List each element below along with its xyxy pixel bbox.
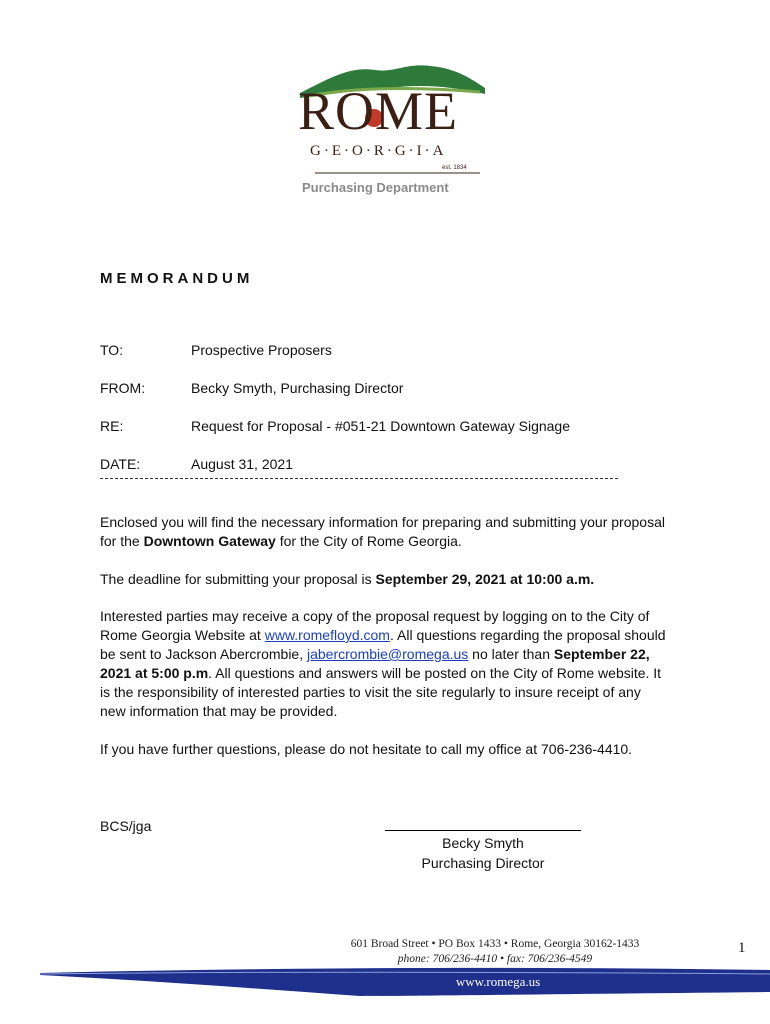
date-label: DATE: (100, 456, 141, 472)
p3-deadline-bold: September 22, 2021 at 5:00 p.m (100, 646, 650, 681)
p3-text-4: . All questions and answers will be posted on the City of Rome website. It is the responsibility of interested parties to visit the site regularly to insure receipt of any new information that may be provided. (100, 665, 662, 719)
signature-title: Purchasing Director (421, 855, 545, 871)
paragraph-contact (100, 740, 670, 759)
initials: BCS/jga (100, 818, 152, 834)
to-value: Prospective Proposers (191, 342, 332, 358)
p1-text: Enclosed you will find the necessary information for preparing and submitting your proposal for the (100, 514, 665, 549)
paragraph-deadline (100, 570, 670, 589)
p3-text: Interested parties may receive a copy of the proposal request by logging on to the City of Rome Georgia Website at (100, 608, 650, 643)
footer-phone: phone: 706/236-4410 • fax: 706/236-4549 (397, 953, 593, 965)
to-label: TO: (100, 342, 124, 358)
department-title: Purchasing Department (302, 180, 449, 195)
p3-text-3: no later than (468, 646, 554, 662)
romefloyd-link[interactable]: www.romefloyd.com (264, 627, 390, 643)
p4-text: If you have further questions, please do not hesitate to call my office at 706-236-4410. (100, 741, 633, 757)
date-value: August 31, 2021 (191, 456, 293, 472)
footer-swoosh-band (0, 960, 770, 1000)
dashed-divider (100, 478, 618, 479)
paragraph-instructions (100, 607, 670, 721)
logo-georgia-wordmark: G·E·O·R·G·I·A (310, 143, 447, 159)
logo-rome-wordmark: ROME (298, 81, 459, 141)
p2-text: The deadline for submitting your proposal is (100, 571, 376, 587)
footer-url[interactable]: www.romega.us (455, 974, 541, 989)
re-label: RE: (100, 418, 124, 434)
from-label: FROM: (100, 380, 146, 396)
paragraph-enclosed (100, 513, 670, 551)
email-link[interactable]: jabercrombie@romega.us (307, 646, 469, 662)
page-number: 1 (738, 940, 746, 956)
footer-address: 601 Broad Street • PO Box 1433 • Rome, Georgia 30162-1433 (350, 938, 640, 950)
p3-text-2: . All questions regarding the proposal should be sent to Jackson Abercrombie, (100, 627, 666, 662)
re-value: Request for Proposal - #051-21 Downtown Gateway Signage (191, 418, 570, 434)
signature-name: Becky Smyth (442, 835, 524, 851)
signature-line (385, 830, 581, 831)
logo-est: est. 1834 (442, 165, 467, 171)
p1-bold: Downtown Gateway (143, 533, 276, 549)
from-value: Becky Smyth, Purchasing Director (191, 380, 404, 396)
p2-deadline-bold: September 29, 2021 at 10:00 a.m. (375, 571, 595, 587)
memo-heading: MEMORANDUM (100, 270, 254, 287)
p1-text-end: for the City of Rome Georgia. (275, 533, 462, 549)
